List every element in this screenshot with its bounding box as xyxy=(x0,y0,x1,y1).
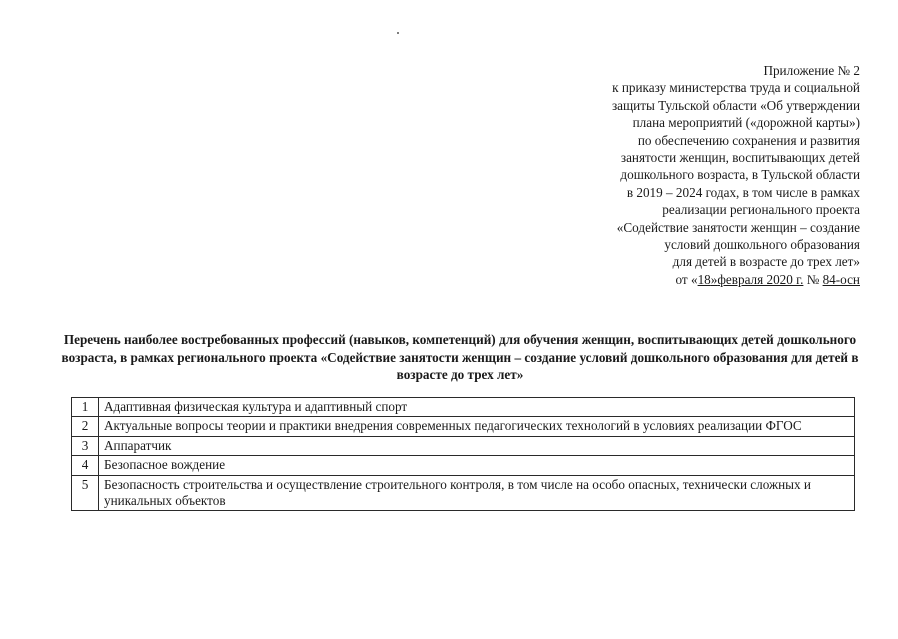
profession-name: Безопасность строительства и осуществление строительного контроля, в том числе на особо опасных, технически сложных и уникальных объектов xyxy=(99,475,855,511)
order-date-line xyxy=(540,271,860,288)
appendix-line: Приложение № 2 xyxy=(763,63,860,78)
row-number: 2 xyxy=(72,417,99,436)
date-prefix: от « xyxy=(675,271,698,287)
appendix-line: занятости женщин, воспитывающих детей xyxy=(620,150,860,166)
profession-name: Актуальные вопросы теории и практики внедрения современных педагогических технологий в условиях реализации ФГОС xyxy=(99,417,855,436)
appendix-line: к приказу министерства труда и социальной xyxy=(612,80,860,96)
professions-table xyxy=(71,397,855,511)
row-number: 4 xyxy=(72,456,99,475)
profession-name: Адаптивная физическая культура и адаптивный спорт xyxy=(99,398,855,417)
table-row xyxy=(72,456,855,475)
profession-name: Аппаратчик xyxy=(99,436,855,455)
appendix-line: плана мероприятий («дорожной карты») xyxy=(632,115,860,131)
appendix-line: для детей в возрасте до трех лет» xyxy=(672,254,860,270)
appendix-line: «Содействие занятости женщин – создание xyxy=(616,219,860,235)
appendix-line: в 2019 – 2024 годах, в том числе в рамках xyxy=(626,184,860,200)
scan-speck xyxy=(397,32,399,34)
order-day: 18 xyxy=(697,271,711,287)
row-number: 5 xyxy=(72,475,99,511)
date-mid: » xyxy=(710,271,718,287)
appendix-line: дошкольного возраста, в Тульской области xyxy=(620,167,860,183)
number-prefix: № xyxy=(803,271,823,287)
appendix-header xyxy=(540,62,860,288)
table-row xyxy=(72,417,855,436)
table-row xyxy=(72,398,855,417)
appendix-line: защиты Тульской области «Об утверждении xyxy=(611,97,860,113)
appendix-line: реализации регионального проекта xyxy=(662,202,860,218)
appendix-line: условий дошкольного образования xyxy=(664,237,860,253)
profession-name: Безопасное вождение xyxy=(99,456,855,475)
appendix-line: по обеспечению сохранения и развития xyxy=(637,132,860,148)
table-row xyxy=(72,436,855,455)
table-row xyxy=(72,475,855,511)
row-number: 3 xyxy=(72,436,99,455)
row-number: 1 xyxy=(72,398,99,417)
order-month-year: февраля 2020 г. xyxy=(717,271,804,287)
order-number: 84-осн xyxy=(822,271,860,287)
document-title: Перечень наиболее востребованных профессий (навыков, компетенций) для обучения женщин, воспитывающих детей дошкольного возраста, в рамках регионального проекта «Содействие занятости женщин – создание условий дошкольного образования для детей в возрасте до трех лет» xyxy=(61,332,859,383)
